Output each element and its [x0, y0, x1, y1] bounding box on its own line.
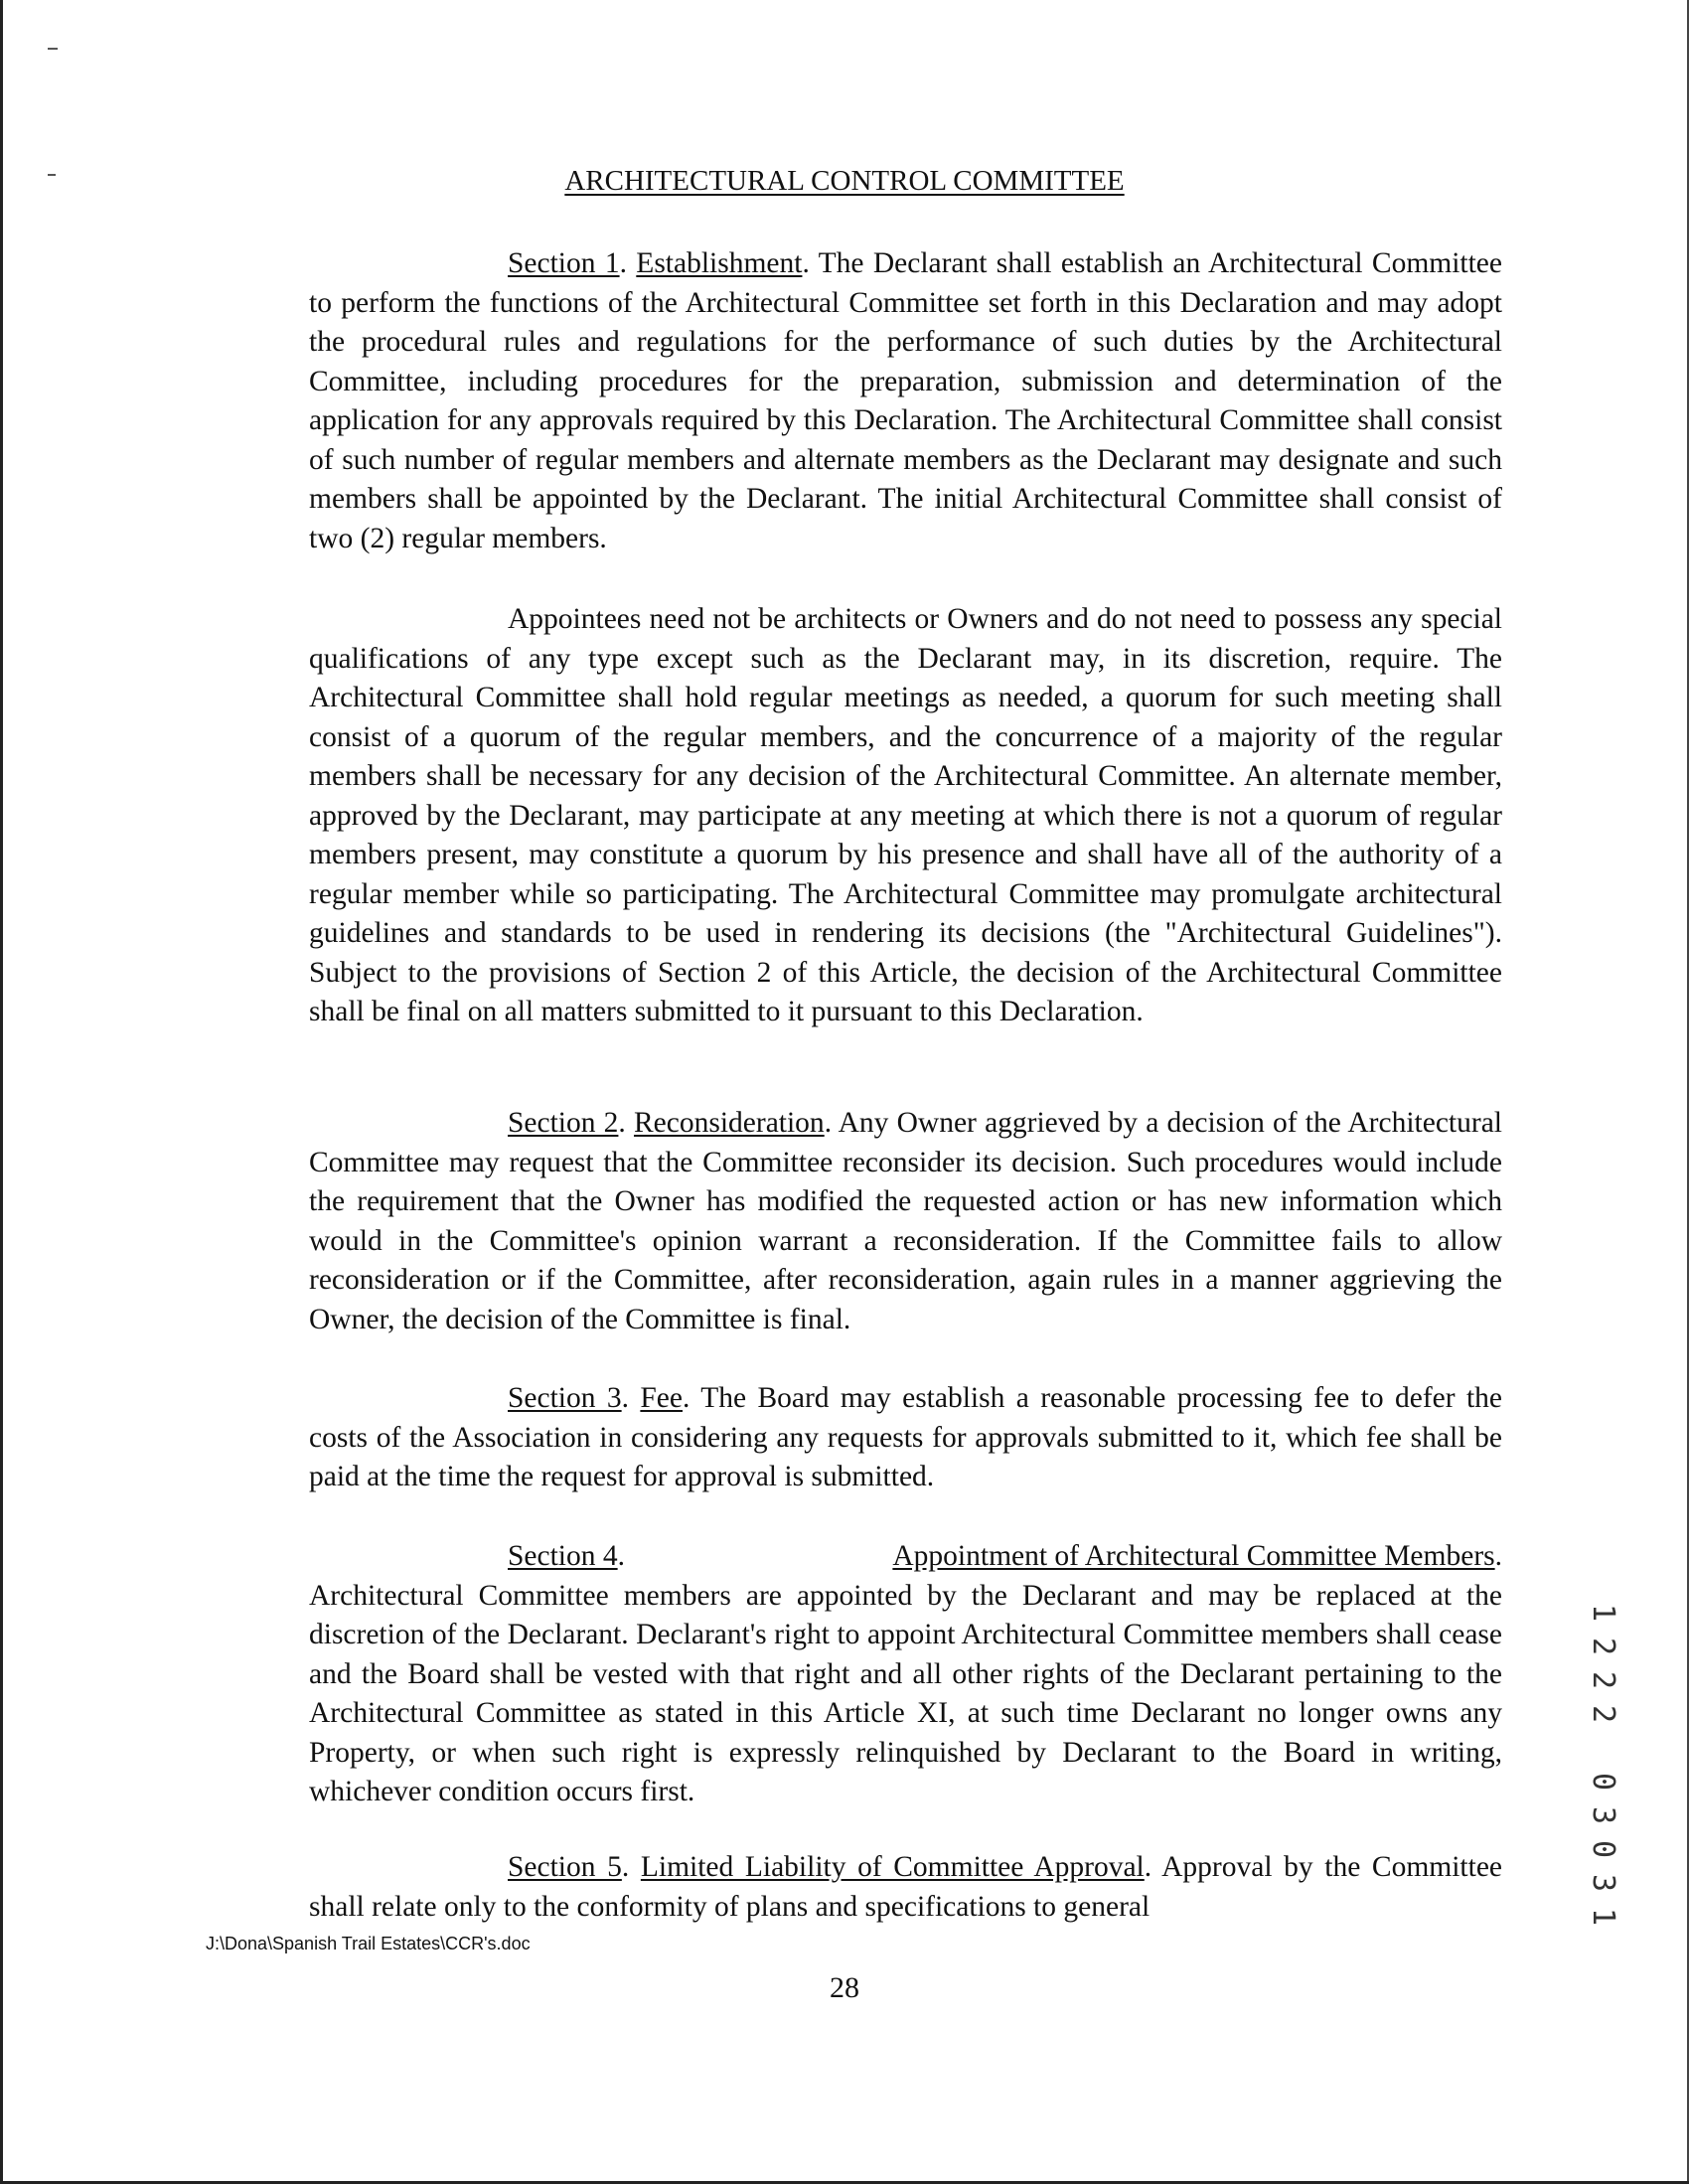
recording-number-char: 0: [1586, 1772, 1620, 1792]
section-2-label: Section 2: [508, 1107, 619, 1139]
recording-number-char: 1: [1586, 1603, 1620, 1623]
section-2-text: Any Owner aggrieved by a decision of the Architectural Committee may request that the Committee reconsider its decision. Such procedures would include the requirement that the Owner has modified the requested action or has new information which would in the Committee's opinion warrant a reconsideration. If the Committee fails to allow reconsideration or if the Committee, after reconsideration, again rules in a manner aggrieving the Owner, the decision of the Committee is final.: [309, 1107, 1502, 1335]
section-5-paragraph: Section 5. Limited Liability of Committee Approval. Approval by the Committee shall relate only to the conformity of plans and specifications to general: [309, 1851, 1503, 1923]
scan-speck: [48, 48, 58, 50]
section-4-label: Section 4: [508, 1540, 618, 1572]
scan-edge-left: [0, 0, 3, 2184]
section-1-text: The Declarant shall establish an Architectural Committee to perform the functions of the Architectural Committee set forth in this Declaration and may adopt the procedural rules and regulations for the performance of such duties by the Architectural Committee, including procedures for the preparation, submission and determination of the application for any approvals required by this Declaration. The Architectural Committee shall consist of such number of regular members and alternate members as the Declarant may designate and such members shall be appointed by the Declarant. The initial Architectural Committee shall consist of two (2) regular members.: [309, 247, 1502, 554]
section-1-title: Establishment: [636, 247, 803, 279]
section-4-heading: Section 4. Appointment of Architectural Committee Members.: [508, 1540, 1502, 1572]
section-3-text: The Board may establish a reasonable processing fee to defer the costs of the Association in considering any requests for approvals submitted to it, which fee shall be paid at the time the request for approval is submitted.: [309, 1382, 1502, 1492]
section-1-paragraph: Section 1. Establishment. The Declarant shall establish an Architectural Committee to perform the functions of the Architectural Committee set forth in this Declaration and may adopt the procedural rules and regulations for the performance of such duties by the Architectural Committee, including procedures for the preparation, submission and determination of the application for any approvals required by this Declaration. The Architectural Committee shall consist of such number of regular members and alternate members as the Declarant may designate and such members shall be appointed by the Declarant. The initial Architectural Committee shall consist of two (2) regular members.: [309, 247, 1502, 554]
recording-number-char: 2: [1586, 1704, 1620, 1724]
section-3-title: Fee: [640, 1382, 683, 1414]
section-3-paragraph: Section 3. Fee. The Board may establish a reasonable processing fee to defer the costs of the Association in considering any requests for approvals submitted to it, which fee shall be paid at the time the request for approval is submitted.: [309, 1382, 1502, 1492]
section-3-label: Section 3: [508, 1382, 622, 1414]
section-2-paragraph: Section 2. Reconsideration. Any Owner aggrieved by a decision of the Architectural Committee may request that the Committee reconsider its decision. Such procedures would include the requirement that the Owner has modified the requested action or has new information which would in the Committee's opinion warrant a reconsideration. If the Committee fails to allow reconsideration or if the Committee, after reconsideration, again rules in a manner aggrieving the Owner, the decision of the Committee is final.: [309, 1107, 1502, 1335]
section-5-text: Approval by the Committee shall relate only to the conformity of plans and specifications to general: [309, 1851, 1503, 1923]
recording-number: [1583, 1596, 1622, 1934]
section-4-paragraph: [309, 1537, 1502, 1812]
recording-number-char: 1: [1586, 1907, 1620, 1927]
recording-number-char: 0: [1586, 1839, 1620, 1859]
recording-number-char: 2: [1586, 1670, 1620, 1690]
section-5-title: Limited Liability of Committee Approval: [640, 1851, 1145, 1883]
section-4-title: Appointment of Architectural Committee Members: [892, 1540, 1495, 1572]
recording-number-char: 3: [1586, 1805, 1620, 1825]
section-4-text: Architectural Committee members are appointed by the Declarant and may be replaced at the discretion of the Declarant. Declarant's right to appoint Architectural Committee members shall cease and the Board shall be vested with that right and all other rights of the Declarant pertaining to the Architectural Committee as stated in this Article XI, at such time Declarant no longer owns any Property, or when such right is expressly relinquished by Declarant to the Board in writing, whichever condition occurs first.: [309, 1579, 1502, 1807]
section-1-continuation-paragraph: [309, 600, 1502, 1032]
footer-file-path: J:\Dona\Spanish Trail Estates\CCR's.doc: [206, 1934, 531, 1953]
section-1-label: Section 1: [508, 247, 620, 279]
page-heading: ARCHITECTURAL CONTROL COMMITTEE: [564, 165, 1125, 197]
page-number: 28: [830, 1971, 859, 2004]
recording-number-char: 3: [1586, 1873, 1620, 1893]
section-5-label: Section 5: [508, 1851, 622, 1883]
section-2-title: Reconsideration: [633, 1107, 825, 1139]
recording-number-char: 2: [1586, 1637, 1620, 1656]
section-1-continuation-text: Appointees need not be architects or Owners and do not need to possess any special qualifications of any type except such as the Declarant may, in its discretion, require. The Architectural Committee shall hold regular meetings as needed, a quorum for such meeting shall consist of a quorum of the regular members, and the concurrence of a majority of the regular members shall be necessary for any decision of the Architectural Committee. An alternate member, approved by the Declarant, may participate at any meeting at which there is not a quorum of regular members present, may constitute a quorum by his presence and shall have all of the authority of a regular member while so participating. The Architectural Committee may promulgate architectural guidelines and standards to be used in rendering its decisions (the "Architectural Guidelines"). Subject to the provisions of Section 2 of this Article, the decision of the Architectural Committee shall be final on all matters submitted to it pursuant to this Declaration.: [309, 603, 1502, 1027]
